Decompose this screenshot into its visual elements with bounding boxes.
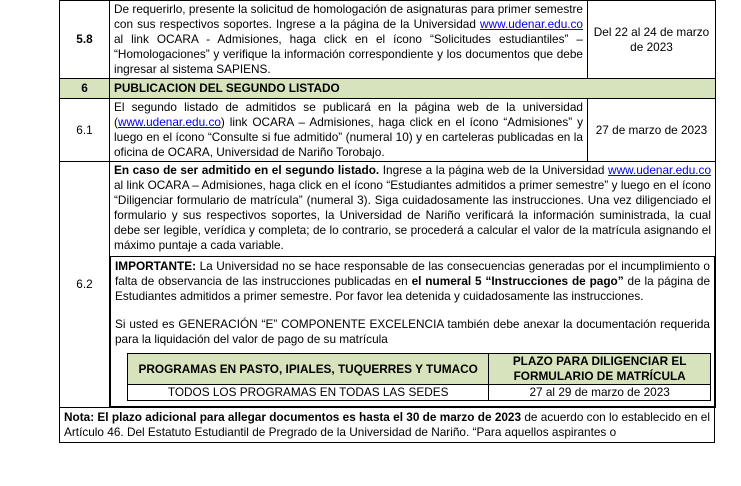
udenar-link[interactable]: www.udenar.edu.co [117,115,221,129]
udenar-link[interactable]: www.udenar.edu.co [608,163,712,177]
note-bold: Nota: El plazo adicional para allegar documentos es hasta el 30 de marzo de 2023 [64,410,522,424]
description-text: ) link OCARA – Admisiones, haga click en el ícono “Admisiones” y luego en el ícono “Consulte si fue admitido” (numeral 10) y en carteleras publicadas en la oficina de OCARA, Universidad de Nariño Torobajo. [114,115,583,159]
generation-e-notice: Si usted es GENERACIÓN “E” COMPONENTE EXCELENCIA también debe anexar la documentación requerida para la liquidación del valor de pago de su matrícula [115,317,710,346]
programs-cell: TODOS LOS PROGRAMAS EN TODAS LAS SEDES [128,385,489,401]
deadline-header-row [128,354,711,385]
admission-instructions [114,163,711,256]
important-notice [115,259,710,304]
section-title: PUBLICACION DEL SEGUNDO LISTADO [110,79,716,99]
row-number: 5.8 [60,1,110,79]
document-page [59,0,715,443]
programs-header: PROGRAMAS EN PASTO, IPIALES, TUQUERRES Y TUMACO [128,354,489,385]
deadline-cell: 27 al 29 de marzo de 2023 [489,385,711,401]
row-number: 6.2 [60,162,110,408]
important-box [110,256,715,407]
row-date: Del 22 al 24 de marzo de 2023 [588,1,716,79]
important-emphasis: el numeral 5 “Instrucciones de pago” [411,274,624,288]
deadline-row [128,385,711,401]
udenar-link[interactable]: www.udenar.edu.co [480,17,583,31]
table-row [60,99,716,162]
description-text: El segundo listado de admitidos se publicará en la página web de la universidad ( [114,100,583,129]
section-number: 6 [60,79,110,99]
important-text: La Universidad no se hace responsable de las consecuencias generadas por el incumplimiento o falta de observancia de las instrucciones publicadas en [115,259,710,288]
important-label: IMPORTANTE: [115,259,197,273]
schedule-table [59,0,716,408]
description-text: al link OCARA - Admisiones, haga click en el ícono “Solicitudes estudiantiles” – “Homologaciones” y verifique la información correspondiente y los documentos que debe ingresar al sistema SAPIENS. [114,32,583,76]
row-description [110,1,588,79]
note-text: de acuerdo con lo establecido en el Artículo 46. Del Estatuto Estudiantil de Pregrado de la Universidad de Nariño. “Para aquellos aspirantes o [64,410,710,439]
deadline-table [127,353,711,401]
note-paragraph [59,408,715,443]
deadline-header: PLAZO PARA DILIGENCIAR EL FORMULARIO DE MATRÍCULA [489,354,711,385]
instructions-text: Ingrese a la página web de la Universidad [379,163,609,177]
instructions-text: al link OCARA – Admisiones, haga click en el ícono “Estudiantes admitidos a primer semestre” y luego en el ícono “Diligenciar formulario de matrícula” (numeral 3). Siga cuidadosamente las instrucciones. Una vez diligenciado el formulario y sus respectivos soportes, la Universidad de Nariño verificará la información suministrada, la cual debe ser legible, verídica y completa; de lo contrario, se procederá a calcular el valor de la matrícula asignando el máximo puntaje a cada variable. [114,178,711,252]
description-text: De requerirlo, presente la solicitud de homologación de asignaturas para primer semestre con sus respectivos soportes. Ingrese a la página de la Universidad [114,2,583,31]
table-row [60,162,716,408]
row-number: 6.1 [60,99,110,162]
row-description [110,162,716,408]
section-header-row [60,79,716,99]
row-date: 27 de marzo de 2023 [588,99,716,162]
important-text: de la página de Estudiantes admitidos a primer semestre. Por favor lea detenida y cuidadosamente las instrucciones. [115,274,711,303]
row-description [110,99,588,162]
table-row [60,1,716,79]
instructions-lead: En caso de ser admitido en el segundo listado. [114,163,380,177]
